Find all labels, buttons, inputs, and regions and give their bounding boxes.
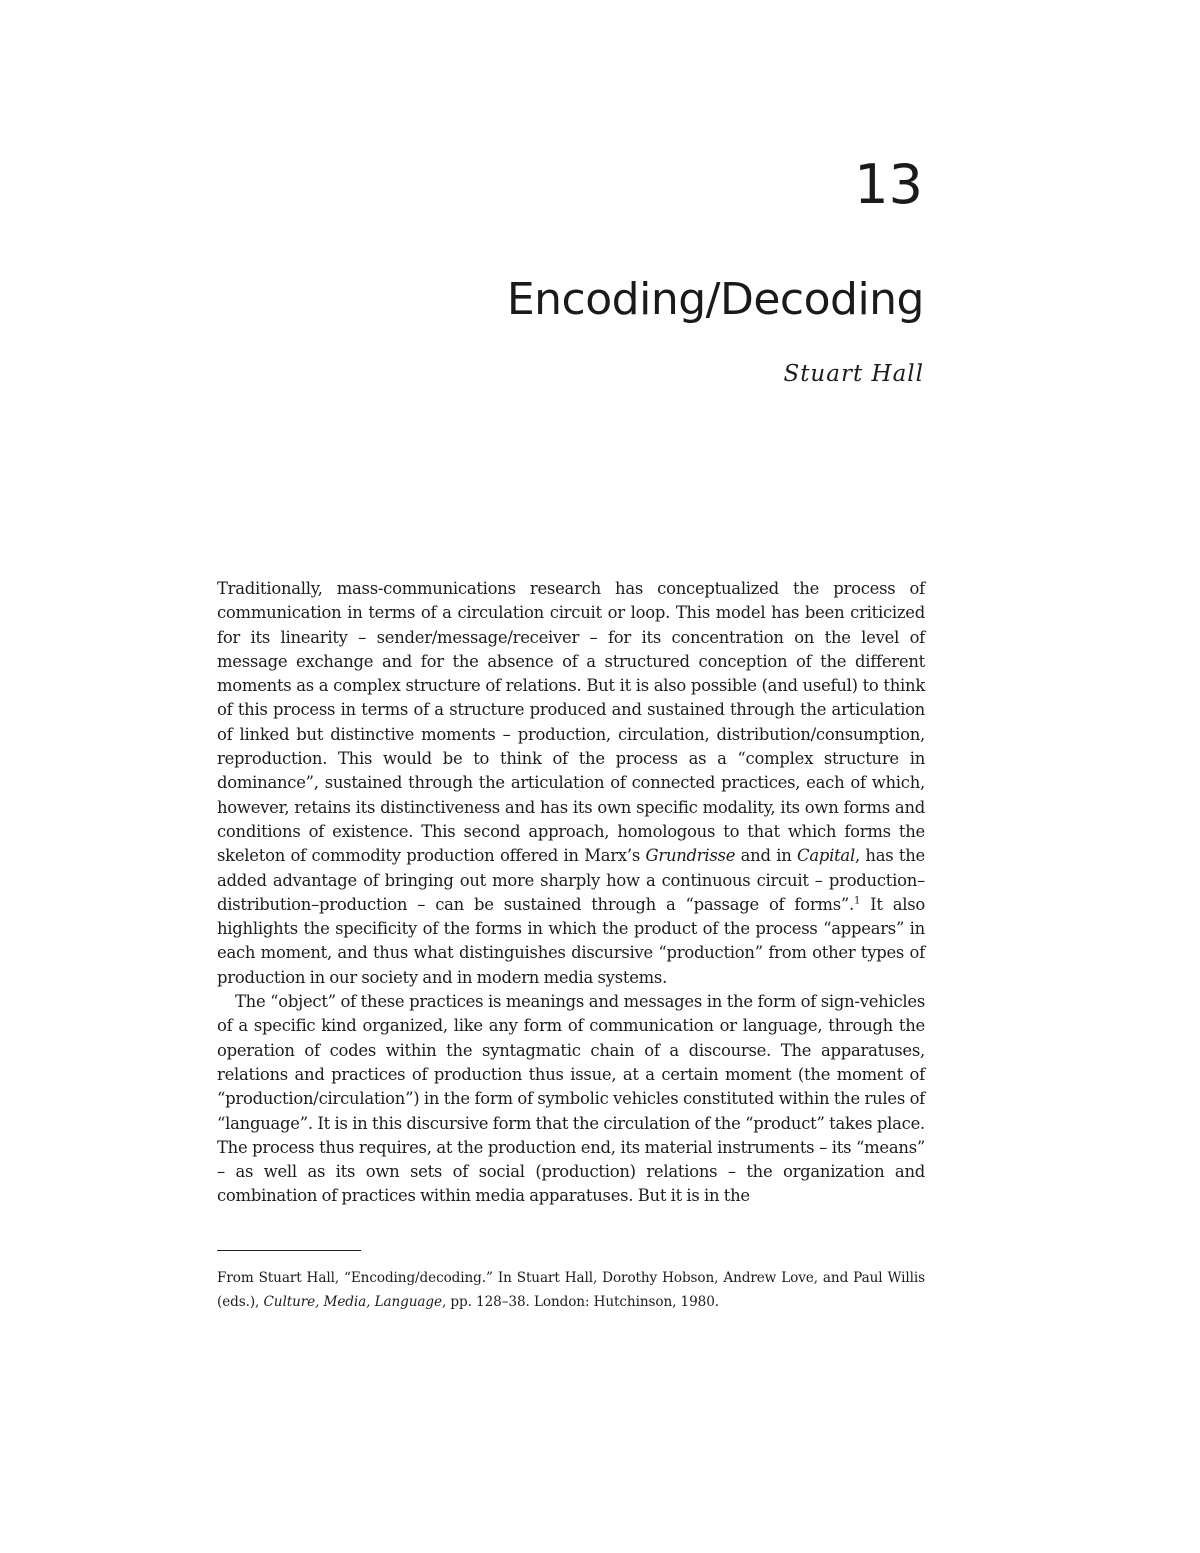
footnote-book-title: Culture, Media, Language [263, 1294, 442, 1310]
chapter-number: 13 [854, 153, 923, 216]
paragraph-1-text-c: , has the added advantage of bringing out more sharply how a continuous circuit – production–distribution–production – can be sustained through a “passage of forms”. [217, 846, 926, 914]
paragraph-1-text-d: It also highlights the specificity of the forms in which the product of the process “appears” in each moment, and thus what distinguishes discursive “production” from other types of production in our society and in modern media systems. [217, 894, 925, 987]
body-text [217, 577, 925, 1209]
chapter-title: Encoding/Decoding [506, 274, 924, 325]
source-footnote [217, 1266, 925, 1314]
paragraph-1-text-b: and in [735, 846, 798, 866]
footnote-rule [217, 1250, 361, 1251]
footnote-text-a: From Stuart Hall, “Encoding/decoding.” In Stuart Hall, Dorothy Hobson, Andrew Love, and Paul Willis (eds.), [217, 1270, 925, 1310]
work-title-capital: Capital [797, 846, 855, 866]
footnote-marker: 1 [853, 895, 861, 907]
work-title-grundrisse: Grundrisse [645, 846, 736, 866]
paragraph-2: The “object” of these practices is meanings and messages in the form of sign-vehicles of a specific kind organized, like any form of communication or language, through the operation of codes within the syntagmatic chain of a discourse. The apparatuses, relations and practices of production thus issue, at a certain moment (the moment of “production/circulation”) in the form of symbolic vehicles constituted within the rules of “language”. It is in this discursive form that the circulation of the “product” takes place. The process thus requires, at the production end, its material instruments – its “means” – as well as its own sets of social (production) relations – the organization and combination of practices within media apparatuses. But it is in the [217, 992, 925, 1206]
paragraph-1-text-a: Traditionally, mass-communications research has conceptualized the process of communication in terms of a circulation circuit or loop. This model has been criticized for its linearity – sender/message/receiver – for its concentration on the level of message exchange and for the absence of a structured conception of the different moments as a complex structure of relations. But it is also possible (and useful) to think of this process in terms of a structure produced and sustained through the articulation of linked but distinctive moments – production, circulation, distribution/consumption, reproduction. This would be to think of the process as a “complex structure in dominance”, sustained through the articulation of connected practices, each of which, however, retains its distinctiveness and has its own specific modality, its own forms and conditions of existence. This second approach, homologous to that which forms the skeleton of commodity production offered in Marx’s [217, 579, 925, 866]
author-name: Stuart Hall [783, 361, 924, 387]
paragraph-1 [217, 577, 925, 990]
footnote-text-b: , pp. 128–38. London: Hutchinson, 1980. [441, 1294, 719, 1310]
